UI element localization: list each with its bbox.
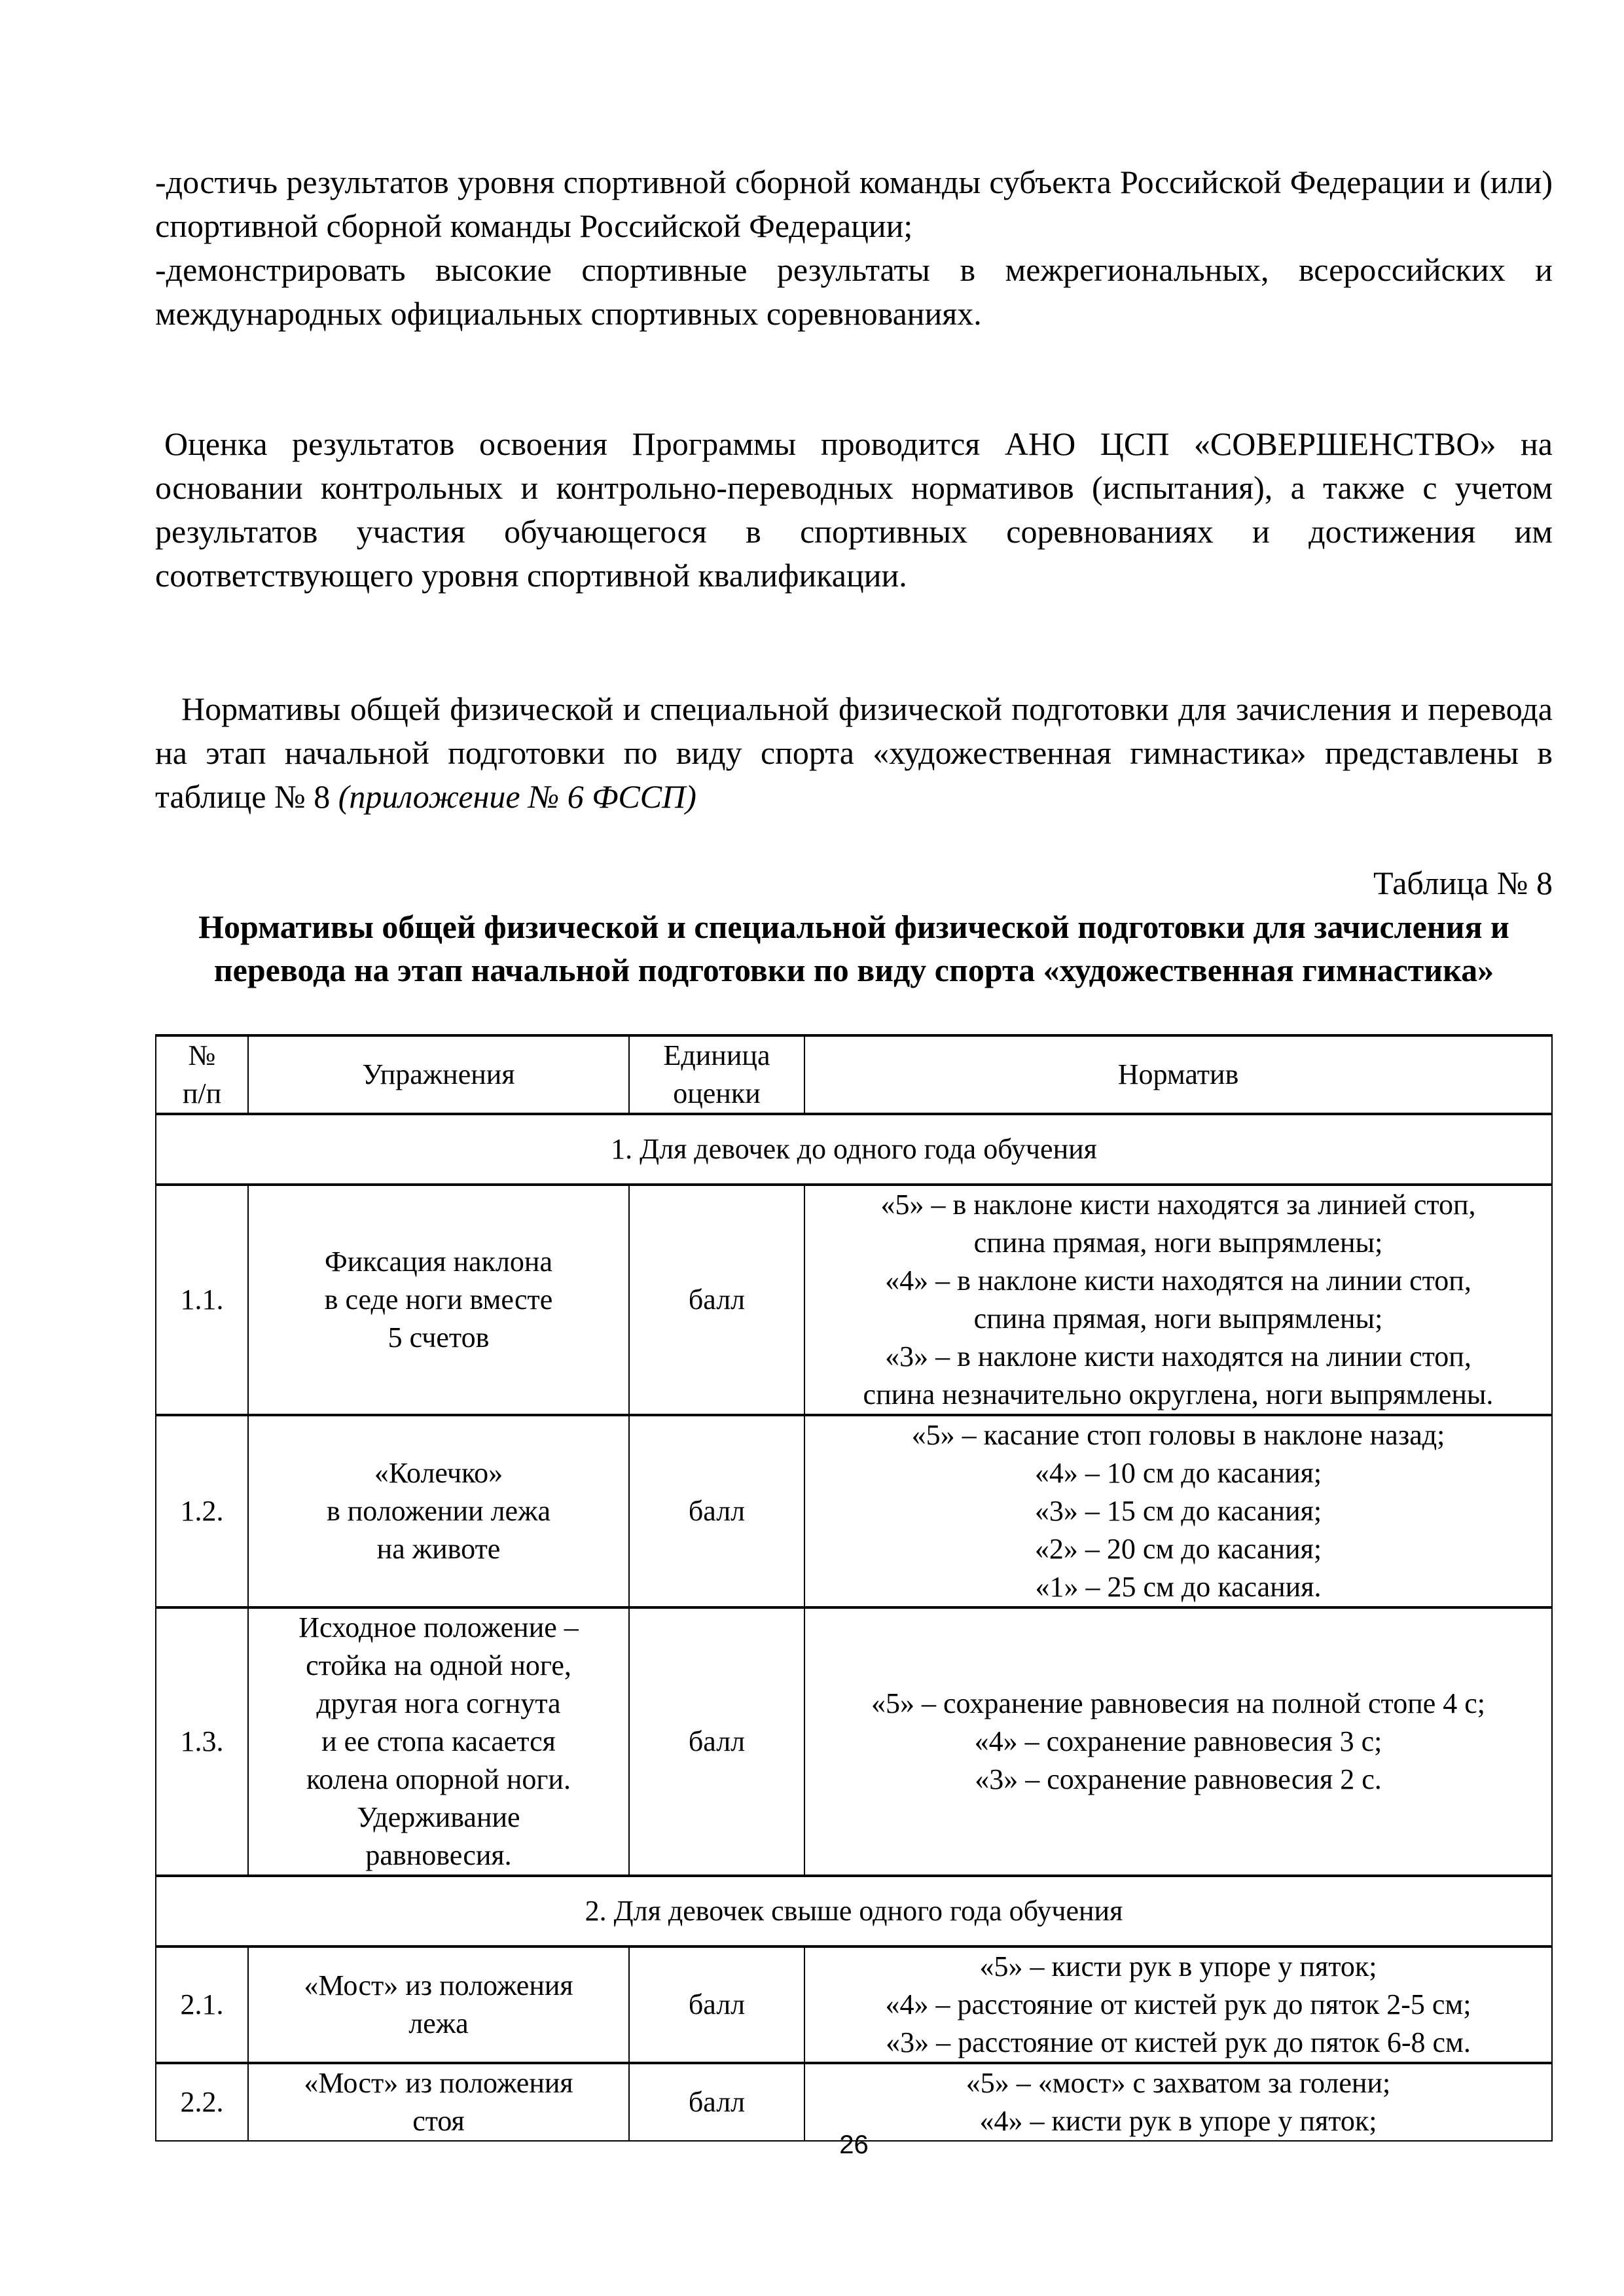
- table-row: [156, 1415, 1552, 1607]
- table-row: [156, 2063, 1552, 2141]
- row-unit: балл: [629, 1185, 804, 1415]
- table-title: Нормативы общей физической и специальной физической подготовки для зачисления и перевода на этап начальной подготовки по виду спорта «художественная гимнастика»: [198, 908, 1509, 988]
- row-unit: балл: [629, 1415, 804, 1607]
- assessment-paragraph: [155, 422, 1553, 598]
- table-row: [156, 1607, 1552, 1876]
- section-title: 2. Для девочек свыше одного года обучения: [156, 1876, 1552, 1946]
- goal-item-2: -демонстрировать высокие спортивные результаты в межрегиональных, всероссийских и международных официальных спортивных соревнованиях.: [155, 251, 1553, 332]
- table-header-row: [156, 1035, 1552, 1114]
- row-norm: «5» – «мост» с захватом за голени; «4» – кисти рук в упоре у пяток;: [804, 2063, 1552, 2141]
- row-number: 2.2.: [156, 2063, 248, 2141]
- header-number: № п/п: [156, 1035, 248, 1114]
- header-norm: Норматив: [804, 1035, 1552, 1114]
- row-exercise: «Мост» из положения стоя: [248, 2063, 629, 2141]
- row-exercise: «Колечко» в положении лежа на животе: [248, 1415, 629, 1607]
- row-exercise: Фиксация наклона в седе ноги вместе 5 счетов: [248, 1185, 629, 1415]
- header-unit: Единица оценки: [629, 1035, 804, 1114]
- row-number: 2.1.: [156, 1946, 248, 2063]
- section-row: [156, 1114, 1552, 1185]
- norms-intro-text: Нормативы общей физической и специальной физической подготовки для зачисления и перевода на этап начальной подготовки по виду спорта «художественная гимнастика» представлены в таблице № 8: [155, 691, 1553, 815]
- header-exercise: Упражнения: [248, 1035, 629, 1114]
- row-number: 1.1.: [156, 1185, 248, 1415]
- assessment-text: Оценка результатов освоения Программы проводится АНО ЦСП «СОВЕРШЕНСТВО» на основании контрольных и контрольно-переводных нормативов (испытания), а также с учетом результатов участия обучающегося в спортивных соревнованиях и достижения им соответствующего уровня спортивной квалификации.: [155, 425, 1553, 594]
- table-row: [156, 1946, 1552, 2063]
- goals-list: [155, 160, 1553, 336]
- norms-intro-reference: (приложение № 6 ФССП): [338, 778, 696, 815]
- row-norm: «5» – кисти рук в упоре у пяток; «4» – расстояние от кистей рук до пяток 2-5 см; «3» – расстояние от кистей рук до пяток 6-8 см.: [804, 1946, 1552, 2063]
- row-exercise: «Мост» из положения лежа: [248, 1946, 629, 2063]
- row-unit: балл: [629, 2063, 804, 2141]
- row-norm: «5» – в наклоне кисти находятся за линией стоп, спина прямая, ноги выпрямлены; «4» – в наклоне кисти находятся на линии стоп, спина прямая, ноги выпрямлены; «3» – в наклоне кисти находятся на линии стоп, спина незначительно округлена, ноги выпрямлены.: [804, 1185, 1552, 1415]
- row-norm: «5» – сохранение равновесия на полной стопе 4 с; «4» – сохранение равновесия 3 с; «3» – сохранение равновесия 2 с.: [804, 1607, 1552, 1876]
- row-exercise: Исходное положение – стойка на одной ноге, другая нога согнута и ее стопа касается колена опорной ноги. Удерживание равновесия.: [248, 1607, 629, 1876]
- table-row: [156, 1185, 1552, 1415]
- section-title: 1. Для девочек до одного года обучения: [156, 1114, 1552, 1185]
- table-label: Таблица № 8: [1373, 865, 1553, 901]
- row-number: 1.3.: [156, 1607, 248, 1876]
- row-norm: «5» – касание стоп головы в наклоне назад; «4» – 10 см до касания; «3» – 15 см до касания; «2» – 20 см до касания; «1» – 25 см до касания.: [804, 1415, 1552, 1607]
- row-number: 1.2.: [156, 1415, 248, 1607]
- page-number: 26: [839, 2130, 869, 2159]
- row-unit: балл: [629, 1946, 804, 2063]
- norms-table: [155, 1034, 1553, 2142]
- norms-intro-paragraph: [155, 687, 1553, 819]
- goal-item-1: -достичь результатов уровня спортивной сборной команды субъекта Российской Федерации и (или) спортивной сборной команды Российской Федерации;: [155, 164, 1553, 244]
- row-unit: балл: [629, 1607, 804, 1876]
- section-row: [156, 1876, 1552, 1946]
